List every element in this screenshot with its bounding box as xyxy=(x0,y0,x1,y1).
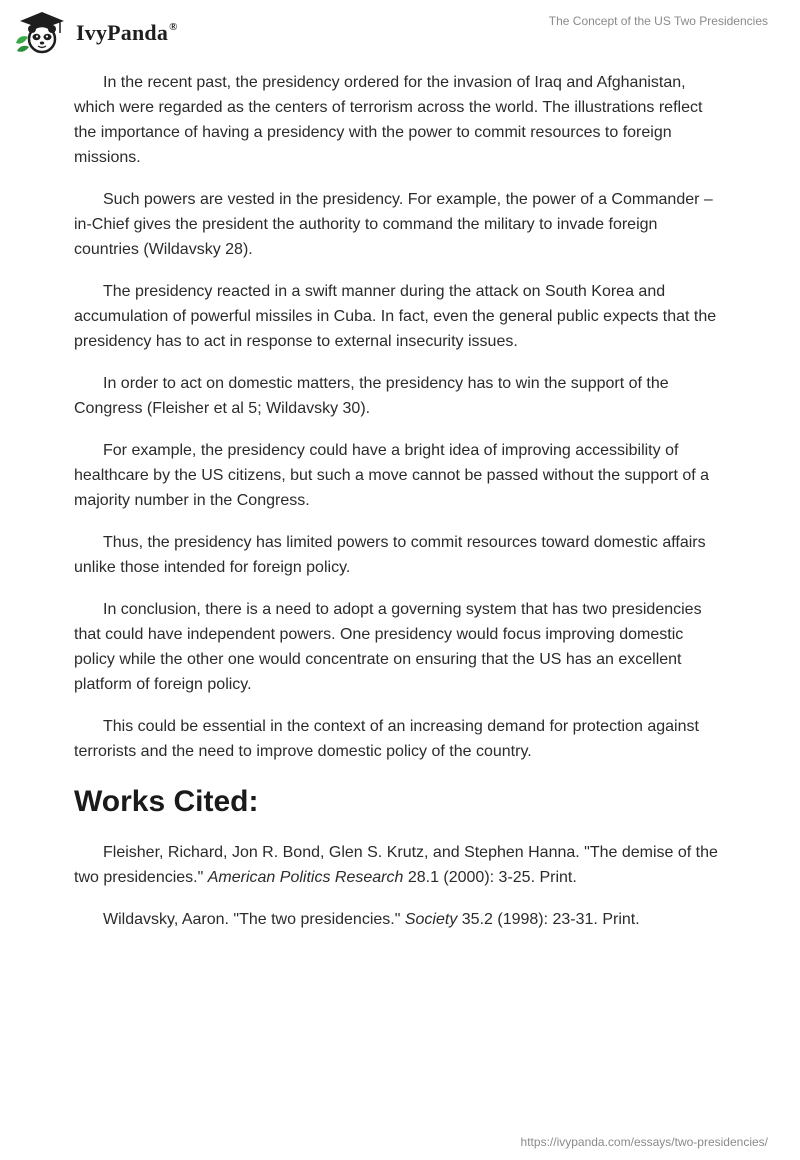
citation-text: Wildavsky, Aaron. "The two presidencies." xyxy=(103,911,405,928)
citation-details: 35.2 (1998): 23-31. Print. xyxy=(457,911,640,928)
body-paragraph: In order to act on domestic matters, the presidency has to win the support of the Congress (Fleisher et al 5; Wildavsky 30). xyxy=(74,375,669,417)
body-paragraph: In the recent past, the presidency ordered for the invasion of Iraq and Afghanistan, which were regarded as the centers of terrorism across the world. The illustrations reflect the importance of having a presidency with the power to commit resources to foreign missions. xyxy=(74,74,703,166)
ivypanda-logo[interactable] xyxy=(14,9,204,55)
citation-journal: Society xyxy=(404,911,458,928)
citation-text: Fleisher, Richard, Jon R. Bond, Glen S. Krutz, and Stephen Hanna. "The demise of the two presidencies." xyxy=(74,844,718,886)
body-paragraph: In conclusion, there is a need to adopt a governing system that has two presidencies that could have independent powers. One presidency would focus improving domestic policy while the other one would concentrate on ensuring that the US has an excellent platform of foreign policy. xyxy=(74,601,702,693)
registered-mark: ® xyxy=(169,21,178,33)
body-paragraph: The presidency reacted in a swift manner during the attack on South Korea and accumulation of powerful missiles in Cuba. In fact, even the general public expects that the presidency has to act in response to external insecurity issues. xyxy=(74,283,717,350)
document-title: The Concept of the US Two Presidencies xyxy=(548,14,768,28)
brand-name xyxy=(76,20,178,46)
body-paragraph: For example, the presidency could have a bright idea of improving accessibility of healthcare by the US citizens, but such a move cannot be passed without the support of a majority number in the Congress. xyxy=(74,442,710,509)
essay-content xyxy=(74,70,726,949)
citation-details: 28.1 (2000): 3-25. Print. xyxy=(403,869,577,886)
body-paragraph: This could be essential in the context of an increasing demand for protection against terrorists and the need to improve domestic policy of the country. xyxy=(74,718,699,760)
source-url-link[interactable]: https://ivypanda.com/essays/two-presidencies/ xyxy=(520,1135,768,1149)
body-paragraph: Thus, the presidency has limited powers to commit resources toward domestic affairs unlike those intended for foreign policy. xyxy=(74,534,706,576)
citation-entry xyxy=(74,907,726,932)
brand-text: IvyPanda xyxy=(76,20,169,45)
works-cited-heading: Works Cited: xyxy=(74,785,259,818)
panda-graduate-icon xyxy=(14,9,70,55)
body-paragraph: Such powers are vested in the presidency. For example, the power of a Commander –in-Chief gives the president the authority to command the military to invade foreign countries (Wildavsky 28). xyxy=(74,191,713,258)
citation-journal: American Politics Research xyxy=(207,869,404,886)
citation-entry xyxy=(74,840,726,890)
page-header xyxy=(0,0,800,60)
